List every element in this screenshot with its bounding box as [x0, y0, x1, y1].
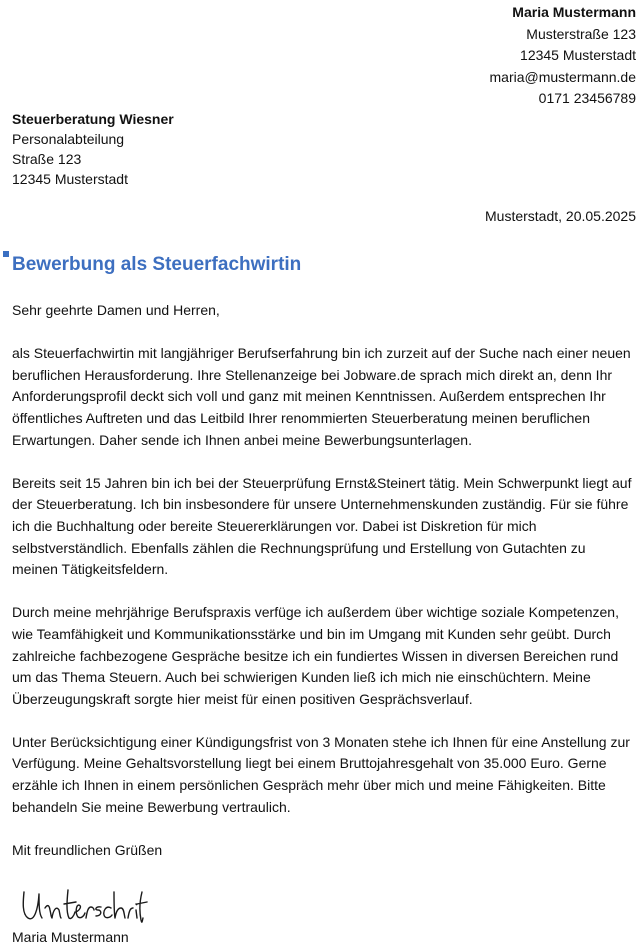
- letter-date: Musterstadt, 20.05.2025: [485, 208, 636, 224]
- recipient-department: Personalabteilung: [12, 131, 125, 147]
- sender-street: Musterstraße 123: [526, 25, 636, 42]
- letter-body: [12, 300, 634, 861]
- sender-phone: 0171 23456789: [538, 90, 636, 106]
- signature-image: [18, 886, 148, 926]
- paragraph-4: Unter Berücksichtigung einer Kündigungsfrist von 3 Monaten stehe ich Ihnen für eine Anstellung zur Verfügung. Meine Gehaltsvorstellung liegt bei einem Bruttojahresgehalt von 35.000 Euro. Gerne erzähle ich Ihnen in einem persönlichen Gespräch mehr über mich und meine Fähigkeiten. Bitte behandeln Sie meine Bewerbung vertraulich.: [12, 733, 630, 815]
- recipient-city: 12345 Musterstadt: [12, 171, 128, 187]
- subject-marker: [3, 251, 9, 257]
- sender-address: [490, 2, 637, 110]
- recipient-address: [12, 109, 174, 189]
- letter-subject: Bewerbung als Steuerfachwirtin: [12, 254, 302, 275]
- recipient-company: Steuerberatung Wiesner: [12, 111, 174, 127]
- sender-email: maria@mustermann.de: [489, 68, 636, 85]
- paragraph-3: Durch meine mehrjährige Berufspraxis verfüge ich außerdem über wichtige soziale Kompetenzen, wie Teamfähigkeit und Kommunikationsstärke und bin im Umgang mit Kunden sehr geübt. Durch zahlreiche fachbezogene Gespräche besitze ich ein fundiertes Wissen in diversen Bereichen rund um das Thema Steuern. Auch bei schwierigen Kunden ließ ich mich nie einschüchtern. Meine Überzeugungskraft sorgte hier meist für einen positiven Gesprächsverlauf.: [12, 604, 619, 707]
- recipient-street: Straße 123: [12, 151, 82, 167]
- salutation: Sehr geehrte Damen und Herren,: [12, 302, 220, 318]
- paragraph-2: Bereits seit 15 Jahren bin ich bei der Steuerprüfung Ernst&Steinert tätig. Mein Schwerpunkt liegt auf der Steuerberatung. Ich bin insbesondere für unsere Unternehmenskunden zuständig. Für sie führe ich die Buchhaltung oder bereite Steuererklärungen vor. Dabei ist Diskretion für mich selbstverständlich. Ebenfalls zählen die Rechnungsprüfung und Erstellung von Gutachten zu meinen Tätigkeitsfeldern.: [12, 474, 632, 578]
- paragraph-1: als Steuerfachwirtin mit langjähriger Berufserfahrung bin ich zurzeit auf der Suche nach einer neuen beruflichen Herausforderung. Ihre Stellenanzeige bei Jobware.de sprach mich direkt an, denn Ihr Anforderungsprofil deckt sich voll und ganz mit meinen Kenntnissen. Außerdem entsprechen Ihr öffentliches Auftreten und das Leitbild Ihrer renommierten Steuerberatung meinen beruflichen Erwartungen. Daher sende ich Ihnen anbei meine Bewerbungsunterlagen.: [12, 345, 631, 448]
- sender-city: 12345 Musterstadt: [520, 47, 636, 63]
- sender-name: Maria Mustermann: [512, 4, 636, 20]
- signer-name: Maria Mustermann: [12, 929, 129, 945]
- closing: Mit freundlichen Grüßen: [12, 841, 163, 858]
